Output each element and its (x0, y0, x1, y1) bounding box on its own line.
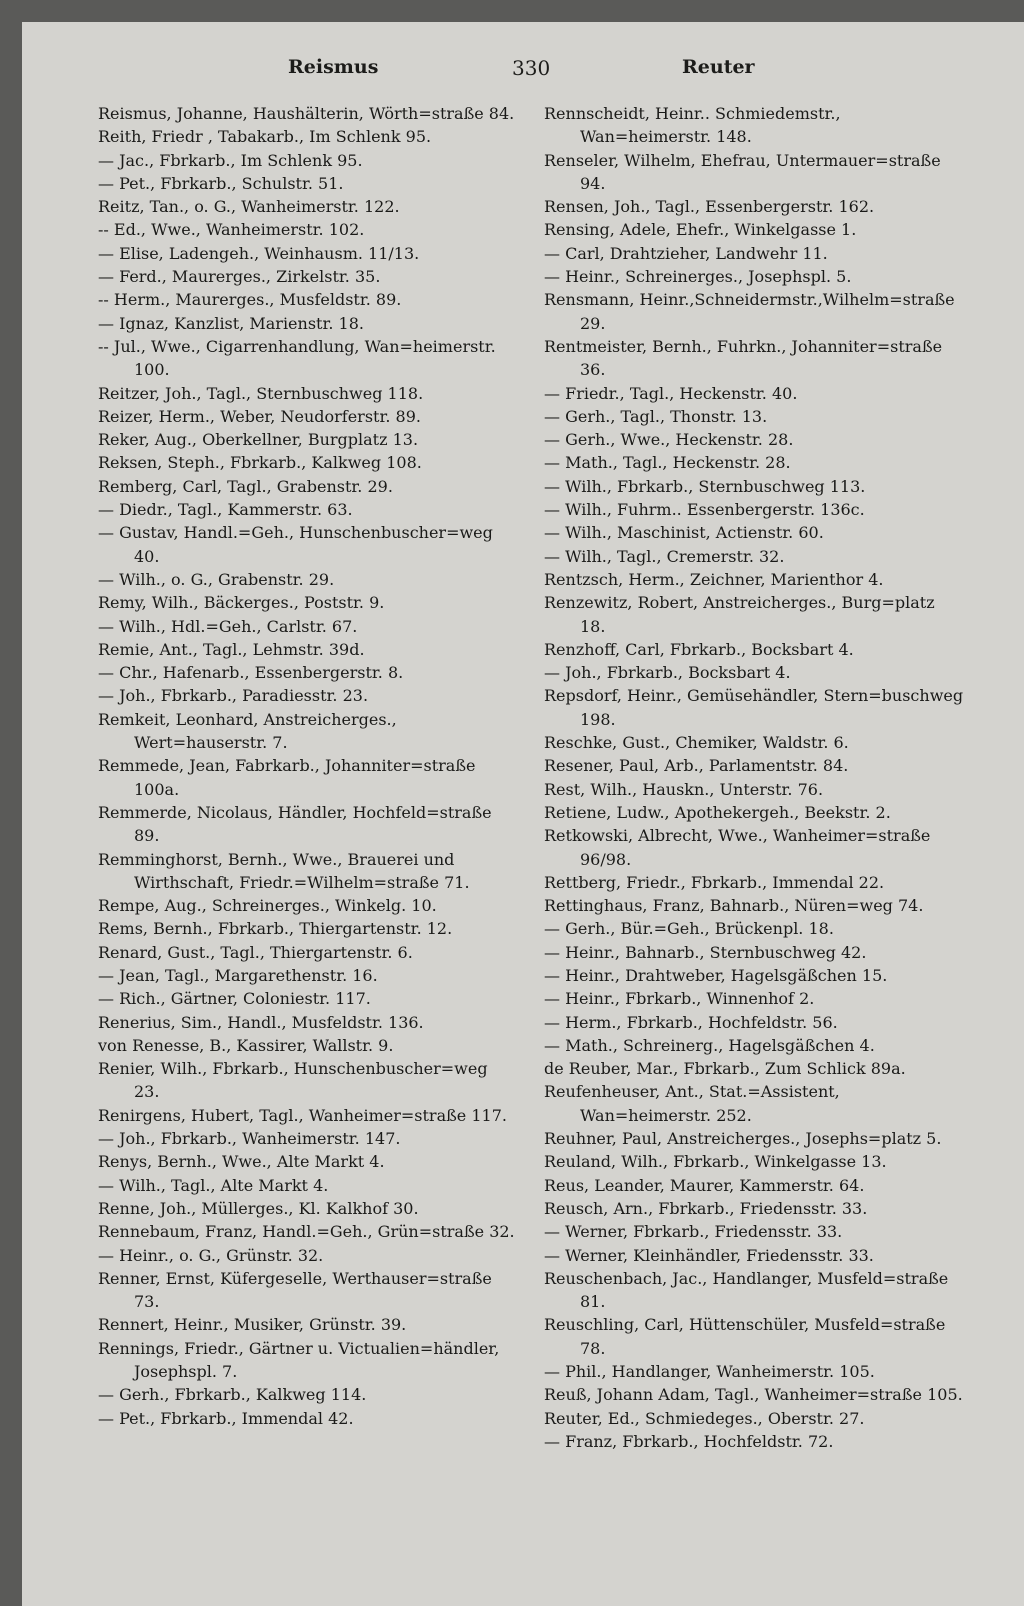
directory-entry: — Wilh., Tagl., Alte Markt 4. (98, 1175, 329, 1195)
directory-entry: — Herm., Fbrkarb., Hochfeldstr. 56. (544, 1012, 838, 1032)
directory-entry: -- Jul., Wwe., Cigarrenhandlung, Wan=heimerstr. 100. (98, 336, 496, 380)
directory-entry: — Rich., Gärtner, Coloniestr. 117. (98, 989, 371, 1009)
directory-entry: Rennebaum, Franz, Handl.=Geh., Grün=straße 32. (98, 1222, 515, 1242)
directory-entry: Reith, Friedr , Tabakarb., Im Schlenk 95. (98, 127, 432, 147)
directory-entry: — Jac., Fbrkarb., Im Schlenk 95. (98, 150, 363, 170)
directory-entry: — Heinr., Drahtweber, Hagelsgäßchen 15. (544, 965, 888, 985)
directory-entry: Reuschenbach, Jac., Handlanger, Musfeld=straße 81. (544, 1268, 949, 1312)
directory-entry: — Math., Tagl., Heckenstr. 28. (544, 453, 791, 473)
directory-entry: Remminghorst, Bernh., Wwe., Brauerei und Wirthschaft, Friedr.=Wilhelm=straße 71. (98, 849, 470, 892)
directory-entry: Renys, Bernh., Wwe., Alte Markt 4. (98, 1152, 385, 1172)
directory-page (22, 22, 1024, 1606)
directory-entry: Rempe, Aug., Schreinerges., Winkelg. 10. (98, 896, 437, 916)
left-column (98, 102, 518, 1430)
directory-entry: — Wilh., Hdl.=Geh., Carlstr. 67. (98, 616, 358, 636)
directory-entry: — Franz, Fbrkarb., Hochfeldstr. 72. (544, 1431, 834, 1451)
directory-entry: Reus, Leander, Maurer, Kammerstr. 64. (544, 1175, 865, 1195)
directory-entry: — Wilh., Tagl., Cremerstr. 32. (544, 546, 785, 566)
directory-entry: Reitz, Tan., o. G., Wanheimerstr. 122. (98, 197, 400, 217)
directory-entry: — Carl, Drahtzieher, Landwehr 11. (544, 243, 828, 263)
directory-entry: Reker, Aug., Oberkellner, Burgplatz 13. (98, 430, 419, 450)
directory-entry: — Jean, Tagl., Margarethenstr. 16. (98, 965, 378, 985)
directory-entry: Reufenheuser, Ant., Stat.=Assistent, Wan=heimerstr. 252. (544, 1082, 840, 1125)
directory-entry: Rensing, Adele, Ehefr., Winkelgasse 1. (544, 220, 857, 240)
directory-entry: -- Ed., Wwe., Wanheimerstr. 102. (98, 220, 365, 240)
directory-entry: von Renesse, B., Kassirer, Wallstr. 9. (98, 1035, 394, 1055)
directory-entry: Remie, Ant., Tagl., Lehmstr. 39d. (98, 639, 365, 659)
directory-entry: Rensmann, Heinr.,Schneidermstr.,Wilhelm=straße 29. (544, 290, 955, 333)
directory-entry: — Wilh., o. G., Grabenstr. 29. (98, 569, 335, 589)
directory-entry: — Heinr., Schreinerges., Josephspl. 5. (544, 267, 852, 287)
directory-entry: Rentzsch, Herm., Zeichner, Marienthor 4. (544, 569, 884, 589)
directory-entry: Reschke, Gust., Chemiker, Waldstr. 6. (544, 733, 849, 753)
directory-entry: Reuschling, Carl, Hüttenschüler, Musfeld=straße 78. (544, 1315, 946, 1358)
directory-entry: — Phil., Handlanger, Wanheimerstr. 105. (544, 1362, 875, 1382)
directory-entry: — Heinr., o. G., Grünstr. 32. (98, 1245, 324, 1265)
directory-entry: Renier, Wilh., Fbrkarb., Hunschenbuscher=weg 23. (98, 1059, 488, 1102)
directory-entry: — Gustav, Handl.=Geh., Hunschenbuscher=weg 40. (98, 523, 493, 566)
directory-entry: — Ferd., Maurerges., Zirkelstr. 35. (98, 267, 381, 287)
directory-entry: — Math., Schreinerg., Hagelsgäßchen 4. (544, 1035, 875, 1055)
directory-entry: Retiene, Ludw., Apothekergeh., Beekstr. 2. (544, 802, 891, 822)
directory-entry: Renirgens, Hubert, Tagl., Wanheimer=straße 117. (98, 1105, 507, 1125)
directory-entry: — Gerh., Fbrkarb., Kalkweg 114. (98, 1385, 367, 1405)
directory-entry: Retkowski, Albrecht, Wwe., Wanheimer=straße 96/98. (544, 826, 931, 869)
right-column (544, 102, 964, 1453)
directory-entry: — Diedr., Tagl., Kammerstr. 63. (98, 500, 353, 520)
directory-entry: — Heinr., Fbrkarb., Winnenhof 2. (544, 989, 815, 1009)
directory-entry: Reismus, Johanne, Haushälterin, Wörth=straße 84. (98, 104, 515, 123)
directory-entry: Rennings, Friedr., Gärtner u. Victualien=händler, Josephspl. 7. (98, 1338, 500, 1382)
directory-entry: Resener, Paul, Arb., Parlamentstr. 84. (544, 756, 849, 776)
directory-entry: — Pet., Fbrkarb., Schulstr. 51. (98, 173, 344, 193)
directory-entry: Renner, Ernst, Küfergeselle, Werthauser=straße 73. (98, 1268, 492, 1312)
directory-entry: — Joh., Fbrkarb., Wanheimerstr. 147. (98, 1129, 401, 1149)
directory-entry: Reitzer, Joh., Tagl., Sternbuschweg 118. (98, 383, 424, 403)
directory-entry: Rems, Bernh., Fbrkarb., Thiergartenstr. 12. (98, 919, 453, 939)
directory-entry: Remmede, Jean, Fabrkarb., Johanniter=straße 100a. (98, 756, 476, 799)
directory-entry: — Joh., Fbrkarb., Bocksbart 4. (544, 663, 791, 683)
directory-entry: — Friedr., Tagl., Heckenstr. 40. (544, 383, 798, 403)
directory-entry: — Werner, Fbrkarb., Friedensstr. 33. (544, 1222, 843, 1242)
directory-entry: Reuß, Johann Adam, Tagl., Wanheimer=straße 105. (544, 1385, 963, 1405)
directory-entry: Rettberg, Friedr., Fbrkarb., Immendal 22. (544, 872, 885, 892)
directory-entry: — Wilh., Fuhrm.. Essenbergerstr. 136c. (544, 500, 865, 520)
directory-entry: — Ignaz, Kanzlist, Marienstr. 18. (98, 313, 364, 333)
directory-entry: Renseler, Wilhelm, Ehefrau, Untermauer=straße 94. (544, 150, 941, 193)
directory-entry: Renzhoff, Carl, Fbrkarb., Bocksbart 4. (544, 639, 854, 659)
directory-entry: — Wilh., Maschinist, Actienstr. 60. (544, 523, 824, 543)
directory-entry: Reuland, Wilh., Fbrkarb., Winkelgasse 13. (544, 1152, 887, 1172)
directory-entry: Rettinghaus, Franz, Bahnarb., Nüren=weg 74. (544, 896, 924, 916)
directory-entry: — Gerh., Wwe., Heckenstr. 28. (544, 430, 794, 450)
directory-entry: Reksen, Steph., Fbrkarb., Kalkweg 108. (98, 453, 422, 473)
directory-entry: — Gerh., Tagl., Thonstr. 13. (544, 406, 768, 426)
directory-entry: -- Herm., Maurerges., Musfeldstr. 89. (98, 290, 402, 310)
directory-entry: — Werner, Kleinhändler, Friedensstr. 33. (544, 1245, 874, 1265)
directory-entry: Repsdorf, Heinr., Gemüsehändler, Stern=buschweg 198. (544, 686, 964, 729)
directory-entry: Remmerde, Nicolaus, Händler, Hochfeld=straße 89. (98, 802, 492, 846)
directory-entry: Renne, Joh., Müllerges., Kl. Kalkhof 30. (98, 1198, 419, 1218)
directory-entry: Renard, Gust., Tagl., Thiergartenstr. 6. (98, 942, 413, 962)
directory-entry: Remkeit, Leonhard, Anstreicherges., Wert=hauserstr. 7. (98, 709, 397, 753)
directory-entry: Rest, Wilh., Hauskn., Unterstr. 76. (544, 779, 824, 799)
directory-entry: Rennert, Heinr., Musiker, Grünstr. 39. (98, 1315, 407, 1335)
directory-entry: Reuhner, Paul, Anstreicherges., Josephs=platz 5. (544, 1129, 942, 1149)
directory-entry: Rentmeister, Bernh., Fuhrkn., Johanniter=straße 36. (544, 336, 943, 380)
directory-entry: Renzewitz, Robert, Anstreicherges., Burg=platz 18. (544, 593, 935, 636)
header-last-entry: Reuter (682, 56, 755, 78)
directory-entry: Renerius, Sim., Handl., Musfeldstr. 136. (98, 1012, 424, 1032)
directory-entry: Rensen, Joh., Tagl., Essenbergerstr. 162. (544, 197, 875, 217)
directory-entry: — Wilh., Fbrkarb., Sternbuschweg 113. (544, 476, 866, 496)
directory-entry: — Chr., Hafenarb., Essenbergerstr. 8. (98, 663, 404, 683)
directory-entry: — Joh., Fbrkarb., Paradiesstr. 23. (98, 686, 369, 706)
directory-entry: Rennscheidt, Heinr.. Schmiedemstr., Wan=heimerstr. 148. (544, 104, 841, 147)
directory-entry: Reusch, Arn., Fbrkarb., Friedensstr. 33. (544, 1198, 868, 1218)
directory-entry: Remy, Wilh., Bäckerges., Poststr. 9. (98, 593, 385, 613)
directory-entry: — Pet., Fbrkarb., Immendal 42. (98, 1408, 354, 1428)
page-header (22, 56, 1024, 84)
directory-entry: — Gerh., Bür.=Geh., Brückenpl. 18. (544, 919, 834, 939)
header-first-entry: Reismus (288, 56, 379, 78)
directory-entry: Remberg, Carl, Tagl., Grabenstr. 29. (98, 476, 393, 496)
directory-entry: Reuter, Ed., Schmiedeges., Oberstr. 27. (544, 1408, 865, 1428)
directory-entry: — Elise, Ladengeh., Weinhausm. 11/13. (98, 243, 420, 263)
directory-entry: — Heinr., Bahnarb., Sternbuschweg 42. (544, 942, 867, 962)
page-number: 330 (512, 56, 551, 80)
directory-entry: de Reuber, Mar., Fbrkarb., Zum Schlick 89a. (544, 1059, 906, 1079)
directory-entry: Reizer, Herm., Weber, Neudorferstr. 89. (98, 406, 421, 426)
